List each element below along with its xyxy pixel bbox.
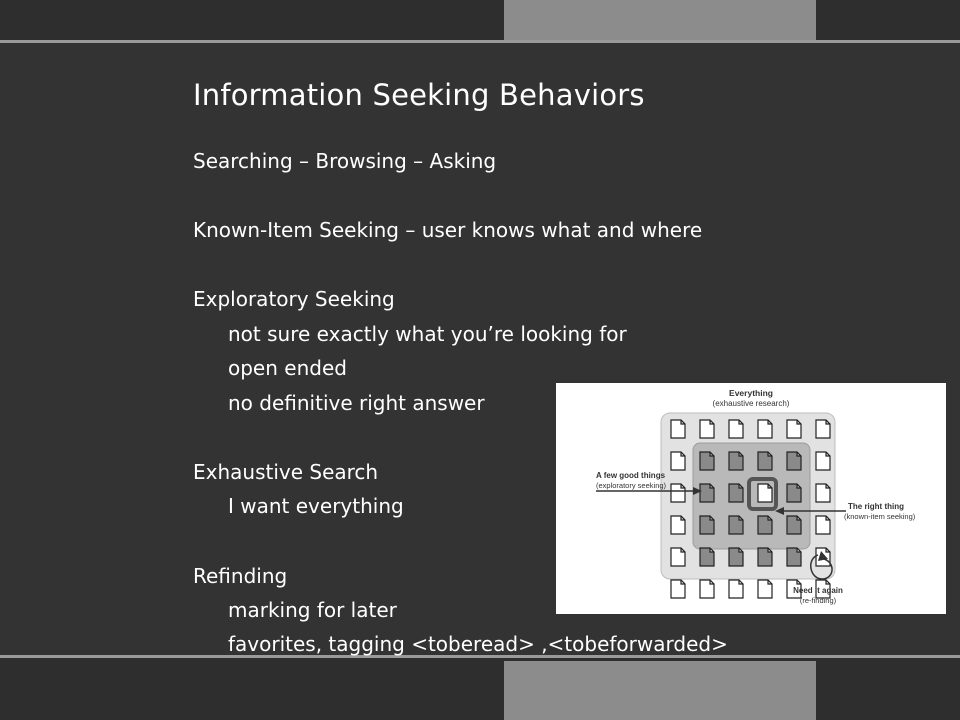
document-icon [787, 452, 801, 470]
document-icon [787, 420, 801, 438]
sub-bullet-marking: marking for later [228, 598, 397, 622]
document-icon [700, 452, 714, 470]
document-icon [671, 548, 685, 566]
label-few-good-sub: (exploratory seeking) [596, 481, 667, 490]
label-right-thing-sub: (known-item seeking) [844, 512, 916, 521]
document-icon [700, 548, 714, 566]
document-icon [787, 516, 801, 534]
label-need-again: Need it again [793, 586, 843, 595]
document-icon [729, 452, 743, 470]
label-right-thing: The right thing [848, 502, 904, 511]
bottom-accent-block [504, 661, 816, 720]
slide-title: Information Seeking Behaviors [193, 78, 645, 112]
document-icon [671, 484, 685, 502]
document-icon [758, 548, 772, 566]
sub-bullet-not-sure: not sure exactly what you’re looking for [228, 322, 627, 346]
sub-bullet-everything: I want everything [228, 494, 404, 518]
sub-bullet-no-definitive: no definitive right answer [228, 391, 485, 415]
document-icon [816, 484, 830, 502]
document-icon [700, 420, 714, 438]
document-icon [816, 420, 830, 438]
document-icon [700, 580, 714, 598]
label-need-again-sub: (re-finding) [799, 596, 837, 605]
document-icon [729, 484, 743, 502]
seeking-diagram [556, 383, 946, 614]
sub-bullet-favorites: favorites, tagging <toberead> ,<tobeforwarded> [228, 632, 728, 656]
document-icon [758, 484, 772, 502]
document-icon [758, 580, 772, 598]
sub-bullet-open-ended: open ended [228, 356, 347, 380]
document-icon [787, 548, 801, 566]
document-icon [758, 516, 772, 534]
document-icon [816, 452, 830, 470]
document-icon [671, 516, 685, 534]
bullet-exploratory: Exploratory Seeking [193, 287, 395, 311]
document-icon [787, 484, 801, 502]
document-icon [758, 420, 772, 438]
document-icon [700, 484, 714, 502]
label-everything-sub: (exhaustive research) [712, 399, 790, 408]
document-icon [671, 452, 685, 470]
bullet-exhaustive: Exhaustive Search [193, 460, 379, 484]
document-icon [671, 420, 685, 438]
bullet-refinding: Refinding [193, 564, 288, 588]
seeking-diagram-svg [556, 383, 946, 614]
top-accent-block [504, 0, 816, 40]
document-icon [729, 548, 743, 566]
document-icon [700, 516, 714, 534]
document-icon [729, 420, 743, 438]
document-icon [758, 452, 772, 470]
label-everything: Everything [729, 388, 773, 398]
document-icon [729, 580, 743, 598]
label-few-good: A few good things [596, 471, 666, 480]
bullet-known-item: Known-Item Seeking – user knows what and where [193, 218, 703, 242]
document-icon [729, 516, 743, 534]
document-icon [816, 516, 830, 534]
document-icon [671, 580, 685, 598]
bullet-searching-browsing-asking: Searching – Browsing – Asking [193, 149, 497, 173]
